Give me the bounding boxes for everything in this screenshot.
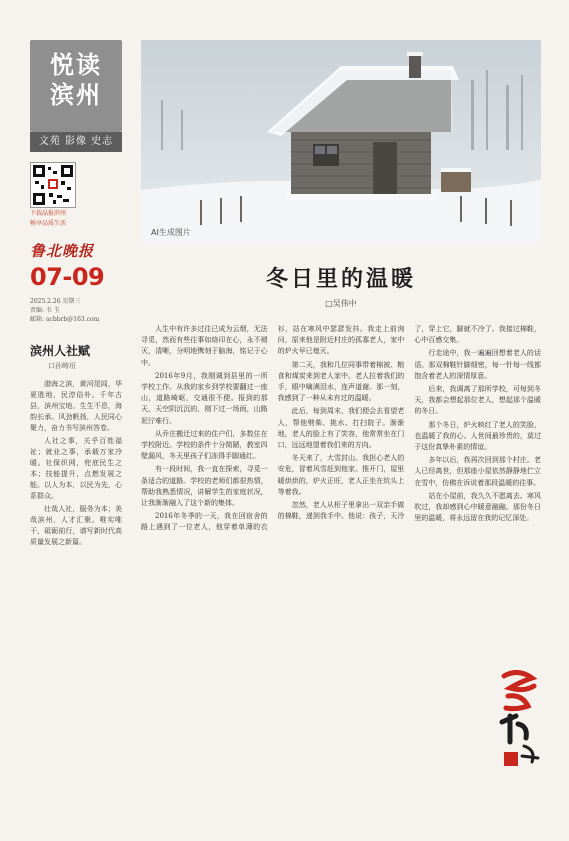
article-paragraph: 第二天，我和几位同事带着棉被、粮食和煤炭来到老人家中。老人拉着我们的手，眼中噙满泪水，连声道谢。那一刻，我感到了一种从未有过的温暖。 xyxy=(277,360,405,403)
photo-caption: AI生成图片 xyxy=(151,228,191,237)
issue-date: 2025.2.26 星期三 xyxy=(30,298,81,305)
left-sidebar xyxy=(30,40,122,550)
qr-caption-2: 畅享品质生活 xyxy=(30,220,67,227)
masthead-title-line2: 滨州 xyxy=(50,81,102,109)
newspaper-brand: 鲁北晚报 xyxy=(30,242,95,260)
article-paragraph: 冬天来了，大雪封山。我担心老人的安危，冒着风雪赶到他家。推开门，屋里暖烘烘的，炉火正旺，老人正坐在炕头上等着我。 xyxy=(277,454,405,496)
article-paragraph: 多年以后，我再次回到那个村庄。老人已经离世，但那座小屋依然静静地伫立在雪中，仿佛在诉说着那段温暖的往事。 xyxy=(414,456,541,487)
article-paragraph: 站在小屋前，我久久不愿离去。寒风吹过，我却感到心中暖意融融。那份冬日里的温暖，将永远留在我的记忆深处。 xyxy=(414,491,541,523)
qr-section xyxy=(30,162,122,208)
masthead xyxy=(30,40,122,132)
calligraphy-stamp-icon xyxy=(498,666,542,776)
article-headline: 冬日里的温暖 xyxy=(265,266,416,292)
article-paragraph: 有一段时间，我一直在探索，寻觅一条适合的道路。学校的老师们都很热情，帮助我熟悉情况，讲解学生的家庭状况，让我渐渐融入了这个新的集体。 xyxy=(141,465,268,508)
article-byline: □吴伟中 xyxy=(325,299,357,308)
article-paragraph: 此后，每到周末，我们便会去看望老人，帮他劈柴、挑水、打扫院子。渐渐地，老人的脸上有了笑容，他常常坐在门口，远远地望着我们来的方向。 xyxy=(277,407,405,450)
article-body xyxy=(141,324,541,824)
sidebar-article-body xyxy=(30,379,122,548)
sidebar-article-title: 滨州人社赋 xyxy=(30,344,91,358)
masthead-tagline: 文苑 影像 史志 xyxy=(30,132,122,152)
article-paragraph: 那个冬日，炉火映红了老人的笑脸，也温暖了我的心。人世间最珍贵的，莫过于这份真挚朴素的情谊。 xyxy=(414,420,541,452)
article-paragraph: 行走途中，我一遍遍回想着老人的话语。那双棉鞋针脚细密，每一针每一线都饱含着老人的深情厚意。 xyxy=(414,349,541,380)
qr-caption-1: 下载晶报滨州 xyxy=(30,210,67,217)
qr-code-icon[interactable] xyxy=(30,162,76,208)
masthead-title-line1: 悦读 xyxy=(50,51,102,79)
issue-meta xyxy=(30,297,122,324)
sidebar-paragraph: 壮哉人社，服务为本；美哉滨州，人才汇聚。唯实唯干，砥砺前行，谱写新时代高质量发展之新篇。 xyxy=(30,505,122,546)
issue-email: 邮箱: acbbrb@163.com xyxy=(30,316,100,323)
article-paragraph: 后来，我调离了那所学校，可每到冬天，我都会想起那位老人，想起那个温暖的冬日。 xyxy=(414,385,541,416)
sidebar-article-author: 口孙畴垣 xyxy=(48,362,76,370)
article-paragraph: 从乔庄搬迁过来的住户们，多数住在学校附近。学校的条件十分简陋，教室四壁漏风，冬天里孩子们冻得手脚通红。 xyxy=(141,429,268,461)
issue-editor: 责编: 韦 玉 xyxy=(30,307,60,314)
page-number: 07-09 xyxy=(30,263,105,291)
sidebar-paragraph: 渤海之滨，黄河尾闾，华夏胜地，民淳俗朴。千年古县，滨州宝地。生生不息，海韵长承。风劲帆扬，人民同心聚力，奋力书写滨州答卷。 xyxy=(30,380,122,432)
sidebar-paragraph: 人社之事，关乎百姓福祉；就业之事，承载万家冷暖。社保织网，兜底民生之本；技能提升，点燃发展之能。以人为本，以民为先，心系群众。 xyxy=(30,437,122,500)
article-paragraph: 2016年9月，我刚调到县里的一所学校工作。从我的家乡到学校要翻过一座山，道路崎岖，交通很不便。报到的那天，天空阴沉沉的，刚下过一场雨，山路泥泞难行。 xyxy=(141,371,268,425)
article-paragraph: 人生中有许多过往已成为云烟，无法寻觅，然而有些往事如烙印在心，永不褪灭，清晰，分明地镌刻于脑海，铭记于心中。 xyxy=(141,325,268,367)
snowy-cabin-photo xyxy=(141,40,541,244)
article-paragraph: 忽然，老人从柜子里拿出一双亲手做的棉鞋，递到我手中。他说：孩子，天冷了，穿上它，脚就不冷了。我接过棉鞋，心中百感交集。 xyxy=(277,325,541,521)
article-paragraph: 2016年冬季的一天，我在回宿舍的路上遇到了一位老人，他穿着单薄的衣衫，站在寒风中瑟瑟发抖。我走上前询问，原来他是附近村庄的孤寡老人，家中的炉火早已熄灭。 xyxy=(141,325,405,532)
